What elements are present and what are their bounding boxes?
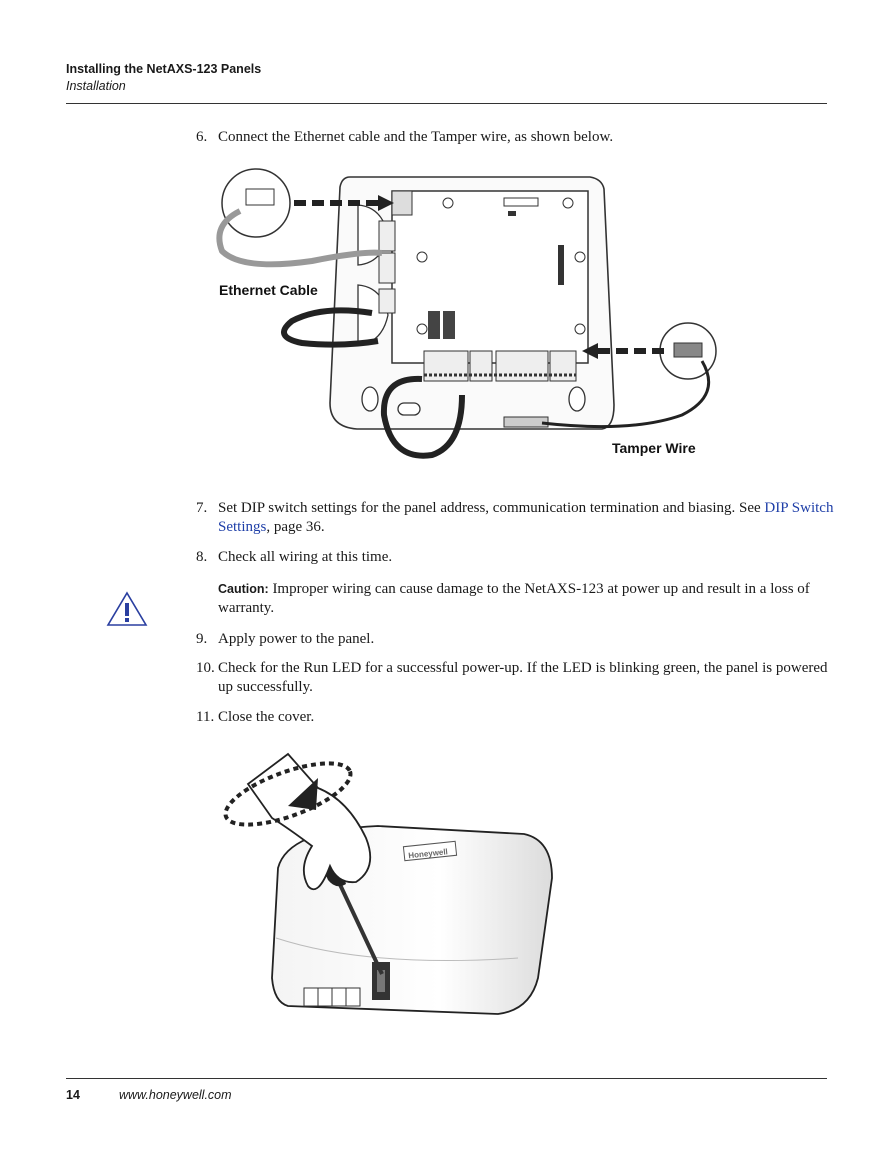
step-text: Check for the Run LED for a successful power-up. If the LED is blinking green, the panel is powered up successfully. <box>218 660 828 695</box>
page-number: 14 <box>66 1088 80 1102</box>
caution-note <box>218 580 828 618</box>
header-subtitle: Installation <box>66 79 126 93</box>
dip-switch-settings-link[interactable]: DIP Switch Settings <box>218 500 834 535</box>
footer-url[interactable]: www.honeywell.com <box>119 1088 232 1102</box>
label-tamper-wire: Tamper Wire <box>612 440 696 456</box>
step-7 <box>196 499 836 537</box>
step-8 <box>196 548 836 567</box>
label-ethernet-cable: Ethernet Cable <box>219 282 318 298</box>
step-number: 7. <box>196 500 208 516</box>
step-text: Close the cover. <box>218 709 315 725</box>
step-text: Connect the Ethernet cable and the Tamper wire, as shown below. <box>218 129 614 145</box>
step-number: 8. <box>196 549 208 565</box>
step-number: 9. <box>196 631 208 647</box>
caution-label: Caution: <box>218 582 269 596</box>
step-9 <box>196 630 836 649</box>
step-11 <box>196 708 836 727</box>
step-10 <box>196 659 836 697</box>
caution-text: Improper wiring can cause damage to the NetAXS-123 at power up and result in a loss of warranty. <box>218 581 810 616</box>
footer-rule <box>66 1078 827 1079</box>
step-text: Check all wiring at this time. <box>218 549 393 565</box>
header-title: Installing the NetAXS-123 Panels <box>66 62 262 76</box>
step-text: Apply power to the panel. <box>218 631 375 647</box>
header-rule <box>66 103 827 104</box>
caution-icon <box>106 591 148 627</box>
brand-logo: Honeywell <box>407 847 449 861</box>
close-cover-illustration <box>218 748 558 1024</box>
step-6 <box>196 128 836 147</box>
step-number: 11. <box>196 709 215 725</box>
wiring-diagram <box>212 165 722 465</box>
step-number: 10. <box>196 660 215 676</box>
step-number: 6. <box>196 129 208 145</box>
step-text: Set DIP switch settings for the panel address, communication termination and biasing. See DIP Switch Settings, page 36. <box>218 500 834 535</box>
